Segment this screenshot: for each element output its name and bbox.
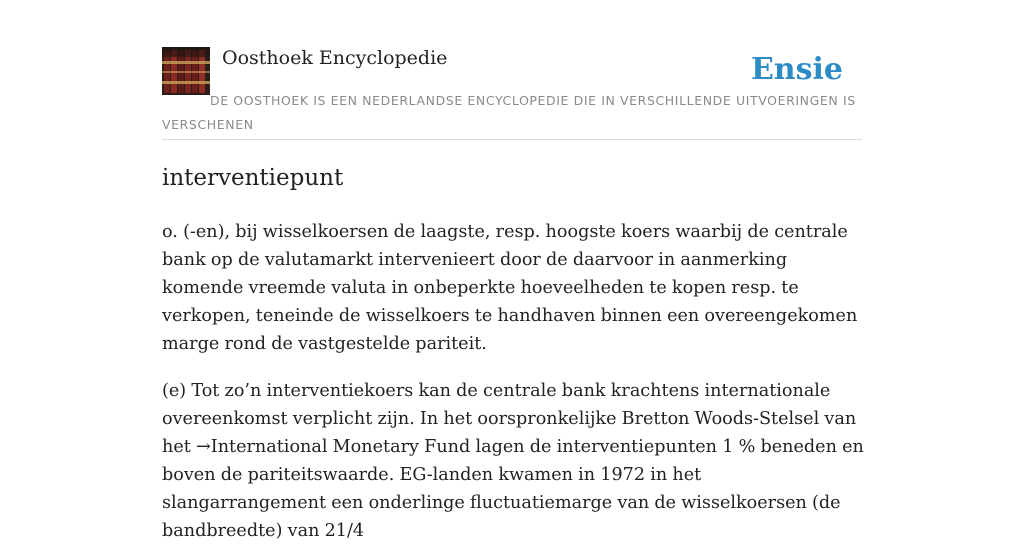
brand-logo[interactable]: Ensie <box>750 52 843 87</box>
site-tagline: DE OOSTHOEK IS EEN NEDERLANDSE ENCYCLOPEDIE DIE IN VERSCHILLENDE UITVOERINGEN IS VERSCHENEN <box>162 93 856 132</box>
entry-paragraph-explanation: (e) Tot zo’n interventiekoers kan de centrale bank krachtens internationale overeenkomst verplicht zijn. In het oorspronkelijke Bretton Woods-Stelsel van het →International Monetary Fund lagen de interventiepunten 1 % beneden en boven de pariteitswaarde. EG-landen kwamen in 1972 in het slangarrangement een onderlinge fluctuatiemarge van de wisselkoersen (de bandbreedte) van 21/4 <box>162 381 864 541</box>
entry-content <box>162 160 867 545</box>
entry-paragraph-definition: o. (-en), bij wisselkoersen de laagste, resp. hoogste koers waarbij de centrale bank op de valutamarkt intervenieert door de daarvoor in aanmerking komende vreemde valuta in onbeperkte hoeveelheden te kopen resp. te verkopen, teneinde de wisselkoers te handhaven binnen een overeengekomen marge rond de vastgestelde pariteit. <box>162 222 858 354</box>
site-name[interactable]: Oosthoek Encyclopedie <box>222 47 448 69</box>
entry-title: interventiepunt <box>162 165 344 191</box>
site-header <box>162 46 862 140</box>
encyclopedia-books-icon[interactable] <box>162 47 210 95</box>
